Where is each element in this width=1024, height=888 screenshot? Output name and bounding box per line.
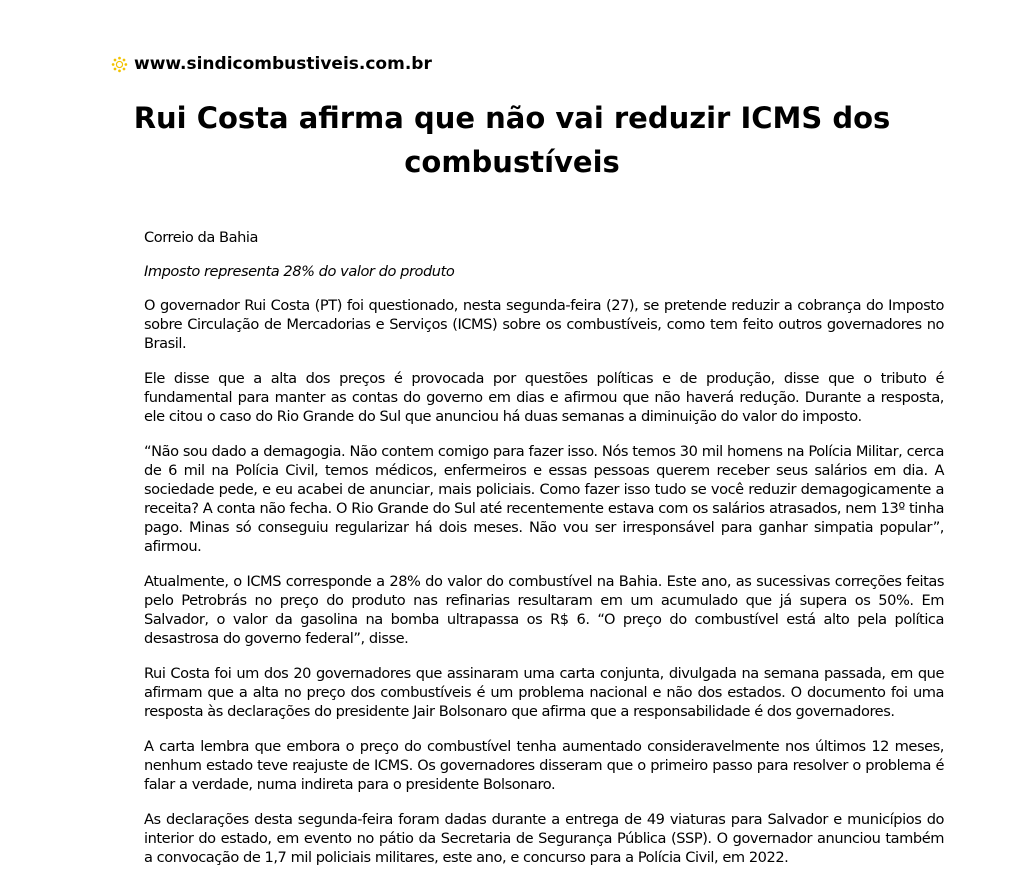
site-url[interactable]: www.sindicombustiveis.com.br — [134, 54, 432, 74]
article-paragraph: Rui Costa foi um dos 20 governadores que assinaram uma carta conjunta, divulgada na semana passada, em que afirmam que a alta no preço dos combustíveis é um problema nacional e não dos estados. O documento foi uma resposta às declarações do presidente Jair Bolsonaro que afirma que a responsabilidade é dos governadores. — [144, 665, 944, 720]
article-paragraph: “Não sou dado a demagogia. Não contem comigo para fazer isso. Nós temos 30 mil homens na Polícia Militar, cerca de 6 mil na Polícia Civil, temos médicos, enfermeiros e essas pessoas querem receber seus salários em dia. A sociedade pede, e eu acabei de anunciar, mais policiais. Como fazer isso tudo se você reduzir demagogicamente a receita? A conta não fecha. O Rio Grande do Sul até recentemente estava com os salários atrasados, nem 13º tinha pago. Minas só conseguiu regularizar há dois meses. Não vou ser irresponsável para ganhar simpatia popular”, afirmou. — [144, 443, 944, 555]
sun-logo-icon — [111, 56, 128, 73]
article-title: Rui Costa afirma que não vai reduzir ICMS dos combustíveis — [133, 101, 891, 179]
site-header — [111, 53, 432, 75]
article-paragraph: Ele disse que a alta dos preços é provocada por questões políticas e de produção, disse que o tributo é fundamental para manter as contas do governo em dias e afirmou que não haverá redução. Durante a resposta, ele citou o caso do Rio Grande do Sul que anunciou há duas semanas a diminuição do valor do imposto. — [144, 370, 944, 425]
article-subtitle: Imposto representa 28% do valor do produto — [144, 263, 455, 280]
article-body — [144, 228, 944, 883]
article-source: Correio da Bahia — [144, 229, 258, 246]
article-paragraph: As declarações desta segunda-feira foram dadas durante a entrega de 49 viaturas para Salvador e municípios do interior do estado, em evento no pátio da Secretaria de Segurança Pública (SSP). O governador anunciou também a convocação de 1,7 mil policiais militares, este ano, e concurso para a Polícia Civil, em 2022. — [144, 811, 944, 866]
article-paragraph: O governador Rui Costa (PT) foi questionado, nesta segunda-feira (27), se pretende reduzir a cobrança do Imposto sobre Circulação de Mercadorias e Serviços (ICMS) sobre os combustíveis, como tem feito outros governadores no Brasil. — [144, 297, 944, 352]
article-paragraph: A carta lembra que embora o preço do combustível tenha aumentado consideravelmente nos últimos 12 meses, nenhum estado teve reajuste de ICMS. Os governadores disseram que o primeiro passo para resolver o problema é falar a verdade, numa indireta para o presidente Bolsonaro. — [144, 738, 944, 793]
article-paragraph: Atualmente, o ICMS corresponde a 28% do valor do combustível na Bahia. Este ano, as sucessivas correções feitas pelo Petrobrás no preço do produto nas refinarias resultaram em um acumulado que já supera os 50%. Em Salvador, o valor da gasolina na bomba ultrapassa os R$ 6. “O preço do combustível está alto pela política desastrosa do governo federal”, disse. — [144, 573, 944, 647]
